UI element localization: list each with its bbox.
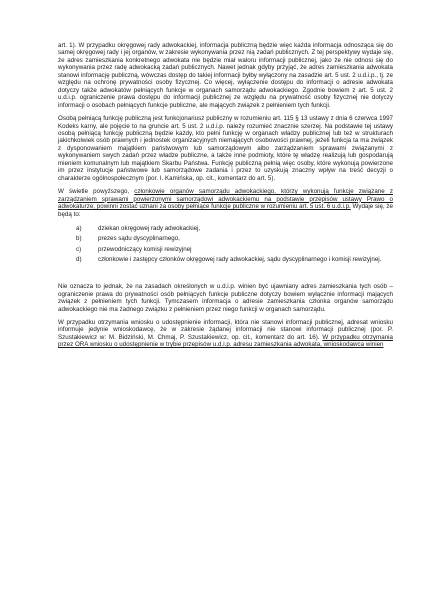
paragraph-5-underlined: W przypadku otrzymania przez ORA wniosku o udostępnienie w trybie przepisów u.d.i.p. adresu zamieszkania adwokata, wnioskodawca winien bbox=[58, 333, 394, 349]
paragraph-3-underlined: członkowie organów samorządu adwokackiego, którzy wykonują funkcje związane z zarządzaniem sprawami powierzonymi samorządowi adwokackiemu na podstawie przepisów ustawy Prawo o adwokaturze, powinni zostać uznani za osoby pełniące funkcje publiczne w rozumieniu art. 5 ust. 6 u.d.i.p. bbox=[58, 188, 393, 211]
list-item bbox=[76, 234, 393, 244]
list-item bbox=[76, 245, 393, 255]
paragraph-3 bbox=[58, 188, 393, 218]
list-text: członkowie i zastępcy członków okręgowej rady adwokackiej, sądu dyscyplinarnego i komisji rewizyjnej. bbox=[98, 255, 382, 263]
paragraph-5 bbox=[58, 319, 393, 349]
paragraph-5-text: W przypadku otrzymania wniosku o udostępnienie informacji, która nie stanowi informacji publicznej, adresat wniosku informuje jedynie wnioskodawcę, że w zakresie żądanej informacji nie stanowi informacji publicznej (por. P. Szustakiewicz w: M. Bidziński, M. Chmaj, P. Szustakiewicz, op. cit., komentarz do art. 16). bbox=[58, 318, 393, 341]
list-text: dziekan okręgowej rady adwokackiej, bbox=[98, 224, 201, 232]
member-list bbox=[58, 224, 393, 265]
list-text: przewodniczący komisji rewizyjnej bbox=[98, 245, 192, 253]
paragraph-3-lead: W świetle powyższego, bbox=[58, 188, 135, 196]
paragraph-2: Osobą pełniącą funkcję publiczną jest funkcjonariusz publiczny w rozumieniu art. 115 § 13 ustawy z dnia 6 czerwca 1997 Kodeks karny, ale pojęcie to na gruncie art. 5 ust. 2 u.d.i.p. należy rozumieć znacznie szerzej. Na podstawie tej ustawy osobą pełniącą funkcję publiczną będzie każdy, kto pełni funkcję w organach władzy publicznej lub też w strukturach jakichkolwiek osób prawnych i jednostek organizacyjnych niemających osobowości prawnej, jeżeli funkcja ta ma związek z dysponowaniem majątkiem państwowym lub samorządowym albo zarządzaniem sprawami związanymi z wykonywaniem swych zadań przez władze publiczne, a także inne podmioty, które tę władzę realizują lub gospodarują mieniem komunalnym lub majątkiem Skarbu Państwa. Funkcję publiczną pełnią więc osoby, które wykonują powierzone im przez instytucje państwowe lub samorządowe zadania i przez to uzyskują znaczny wpływ na treść decyzji o charakterze ogólnospołecznym (por. I. Kamińska, op. cit., komentarz do art. 5). bbox=[58, 115, 393, 182]
list-item bbox=[76, 224, 393, 234]
list-marker: a) bbox=[76, 224, 82, 232]
spacer bbox=[58, 273, 393, 283]
list-text: prezes sądu dyscyplinarnego, bbox=[98, 235, 180, 243]
list-marker: d) bbox=[76, 255, 82, 263]
paragraph-1: art. 1). W przypadku okręgowej rady adwokackiej, informacja publiczną będzie więc każda informacja odnosząca się do samej okręgowej rady i jej organów, w zakresie wykonywania przez nią zadań publicznych. Z tej perspektywy wydaje się, że adres zamieszkania konkretnego adwokata nie będzie miał waloru informacji publicznej, jako że nie odnosi się do wykonywania przez radę adwokacką zadań publicznych. Nawet jednak gdyby przyjąć, że adres zamieszkania adwokata stanowi informację publiczną, wówczas dostęp do takiej informacji byłby wyłączony na zasadzie art. 5 ust. 2 u.d.i.p., tj. ze względu na ochronę prywatności osoby fizycznej. Co więcej, wyłączenie dostępu do informacji o adresie adwokata dotyczy także adwokatów pełniących funkcje w organach samorządu adwokackiego. Zgodnie bowiem z art. 5 ust. 2 u.d.i.p. ograniczenie prawa dostępu do informacji publicznej ze względu na prywatność osoby fizycznej nie dotyczy informacji o osobach pełniących funkcje publiczne, ale mających związek z pełnieniem tych funkcji. bbox=[58, 42, 393, 109]
list-marker: c) bbox=[76, 245, 82, 253]
list-marker: b) bbox=[76, 235, 82, 243]
paragraph-4: Nie oznacza to jednak, że na zasadach określonych w u.d.i.p. winien być ujawniany adres zamieszkania tych osób – ograniczenie prawa do prywatności osób pełniących funkcje publiczne dotyczy bowiem wyłącznie informacji mających związek z pełnieniem tych funkcji. Tymczasem informacja o adresie zamieszkania członka organów samorządu adwokackiego nie ma żadnego związku z pełnieniem przez niego funkcji w organach samorządu. bbox=[58, 283, 393, 313]
list-item bbox=[76, 255, 393, 265]
paragraph-3-tail: Wydaje się, że będą to: bbox=[58, 203, 393, 218]
